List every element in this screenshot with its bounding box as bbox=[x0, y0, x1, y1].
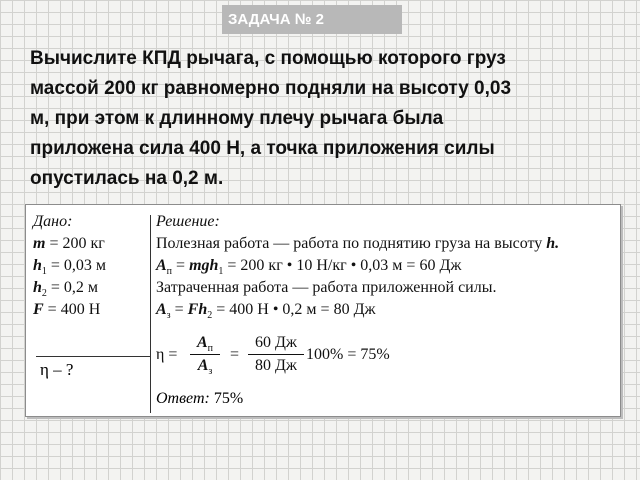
solution-column bbox=[156, 211, 559, 321]
equals-sign: = bbox=[230, 346, 240, 363]
given-mass: m = 200 кг bbox=[33, 235, 105, 252]
useful-work-calculation: $A_п = mgh_1 = 200$ кг • 10 Н/кг • 0,03 м = 60 Дж bbox=[156, 257, 462, 278]
problem-line: опустилась на 0,2 м. bbox=[30, 168, 224, 189]
answer: Ответ: 75% bbox=[156, 390, 244, 407]
solution-panel bbox=[25, 204, 621, 417]
given-force: F = 400 Н bbox=[33, 301, 101, 318]
solution-title: Решение: bbox=[156, 213, 220, 230]
spent-work-calculation: $A_з = Fh_2 = 400$ Н • 0,2 м = 80 Дж bbox=[156, 301, 376, 322]
problem-line: массой 200 кг равномерно подняли на высоту 0,03 bbox=[30, 78, 512, 99]
column-divider bbox=[150, 215, 151, 413]
find-efficiency: η – ? bbox=[40, 360, 74, 379]
given-height-1: $h_1 = 0,03$ м bbox=[33, 257, 107, 278]
eta-label: η = bbox=[156, 346, 178, 363]
task-badge: ЗАДАЧА № 2 bbox=[222, 5, 402, 34]
efficiency-result: 100% = 75% bbox=[306, 346, 390, 363]
fraction-values: 60 Дж 80 Дж bbox=[248, 333, 304, 376]
fraction-work-ratio: $A_п$ $A_з$ bbox=[190, 333, 220, 376]
given-column bbox=[33, 211, 106, 321]
useful-work-definition: Полезная работа — работа по поднятию груза на высоту h. bbox=[156, 235, 560, 252]
given-height-2: $h_2 = 0,2$ м bbox=[33, 279, 99, 300]
problem-line: приложена сила 400 Н, а точка приложения силы bbox=[30, 138, 495, 159]
given-divider bbox=[36, 356, 150, 357]
problem-line: Вычислите КПД рычага, с помощью которого груз bbox=[30, 48, 506, 69]
problem-line: м, при этом к длинному плечу рычага была bbox=[30, 108, 444, 129]
problem-statement bbox=[30, 44, 620, 194]
given-title: Дано: bbox=[33, 213, 73, 230]
spent-work-definition: Затраченная работа — работа приложенной силы. bbox=[156, 279, 497, 296]
